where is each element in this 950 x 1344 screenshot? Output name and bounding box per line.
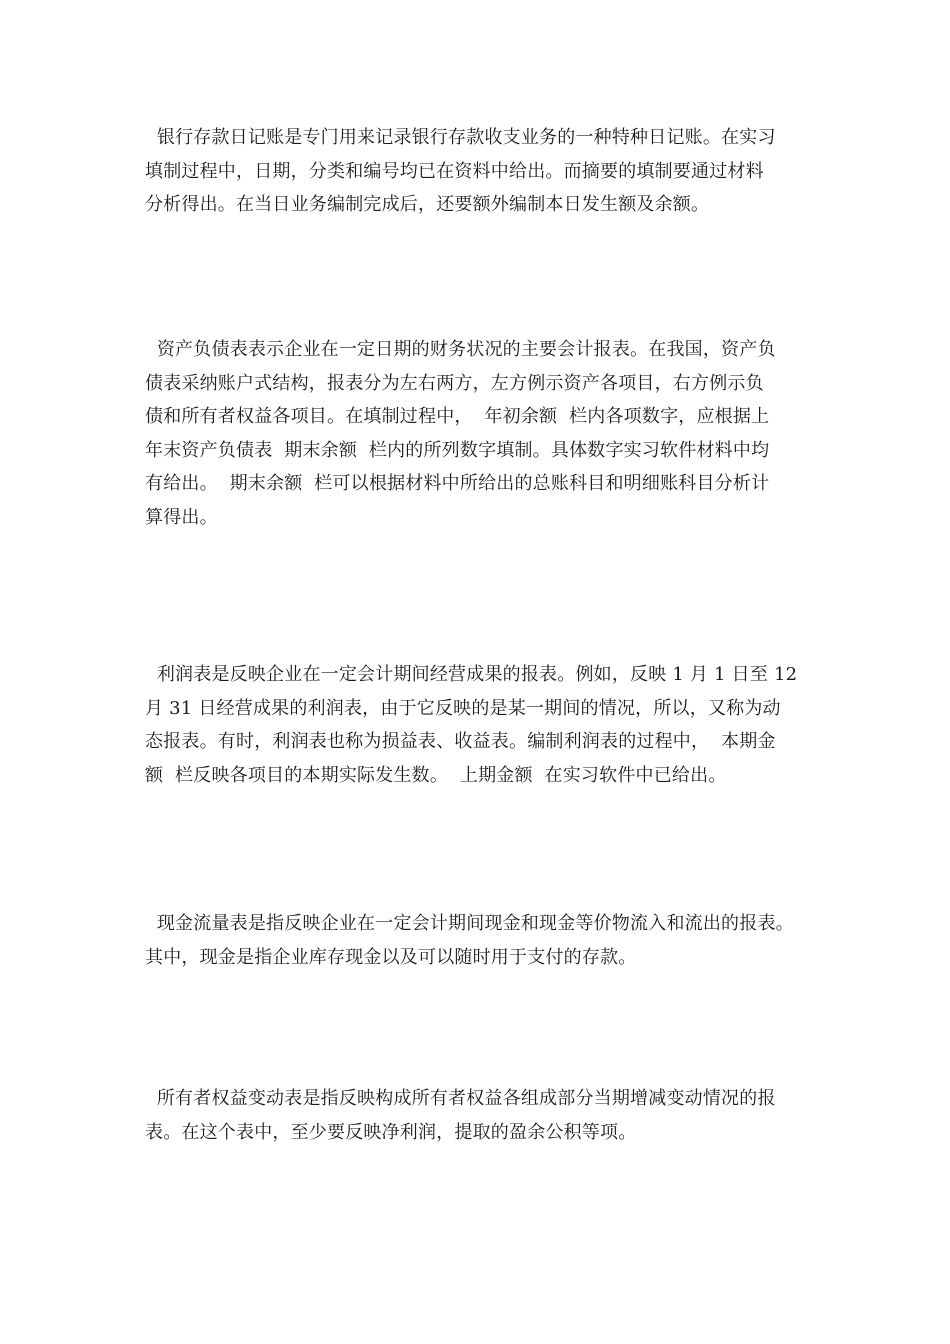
- text-line: 有给出。 期末余额 栏可以根据材料中所给出的总账科目和明细账科目分析计: [145, 473, 770, 494]
- text-line: 分析得出。在当日业务编制完成后，还要额外编制本日发生额及余额。: [145, 194, 710, 215]
- text-line: 债表采纳账户式结构，报表分为左右两方，左方例示资产各项目，右方例示负: [145, 372, 764, 394]
- text-line: 月 31 日经营成果的利润表，由于它反映的是某一期间的情况，所以，又称为动: [145, 697, 781, 719]
- text-line: 债和所有者权益各项目。在填制过程中， 年初余额 栏内各项数字，应根据上: [145, 406, 770, 427]
- text-line: 态报表。有时，利润表也称为损益表、收益表。编制利润表的过程中， 本期金: [145, 731, 776, 752]
- text-line: 填制过程中，日期，分类和编号均已在资料中给出。而摘要的填制要通过材料: [145, 160, 764, 182]
- text-line: 利润表是反映企业在一定会计期间经营成果的报表。例如，反映 1 月 1 日至 12: [145, 664, 798, 685]
- text-line: 表。在这个表中，至少要反映净利润，提取的盈余公积等项。: [145, 1121, 637, 1143]
- paragraph-income-statement: [145, 658, 825, 792]
- text-line: 年末资产负债表 期末余额 栏内的所列数字填制。具体数字实习软件材料中均: [145, 439, 770, 461]
- text-line: 所有者权益变动表是指反映构成所有者权益各组成部分当期增减变动情况的报: [145, 1088, 776, 1109]
- paragraph-bank-deposit-journal: [145, 121, 825, 222]
- paragraph-cash-flow-statement: [145, 907, 825, 974]
- paragraph-balance-sheet: [145, 333, 825, 534]
- text-line: 其中，现金是指企业库存现金以及可以随时用于支付的存款。: [145, 946, 637, 968]
- text-line: 现金流量表是指反映企业在一定会计期间现金和现金等价物流入和流出的报表。: [145, 913, 794, 934]
- text-line: 算得出。: [145, 506, 218, 528]
- text-line: 银行存款日记账是专门用来记录银行存款收支业务的一种特种日记账。在实习: [145, 127, 776, 148]
- text-line: 资产负债表表示企业在一定日期的财务状况的主要会计报表。在我国，资产负: [145, 339, 776, 360]
- text-line: 额 栏反映各项目的本期实际发生数。 上期金额 在实习软件中已给出。: [145, 764, 727, 786]
- paragraph-equity-changes-statement: [145, 1082, 825, 1149]
